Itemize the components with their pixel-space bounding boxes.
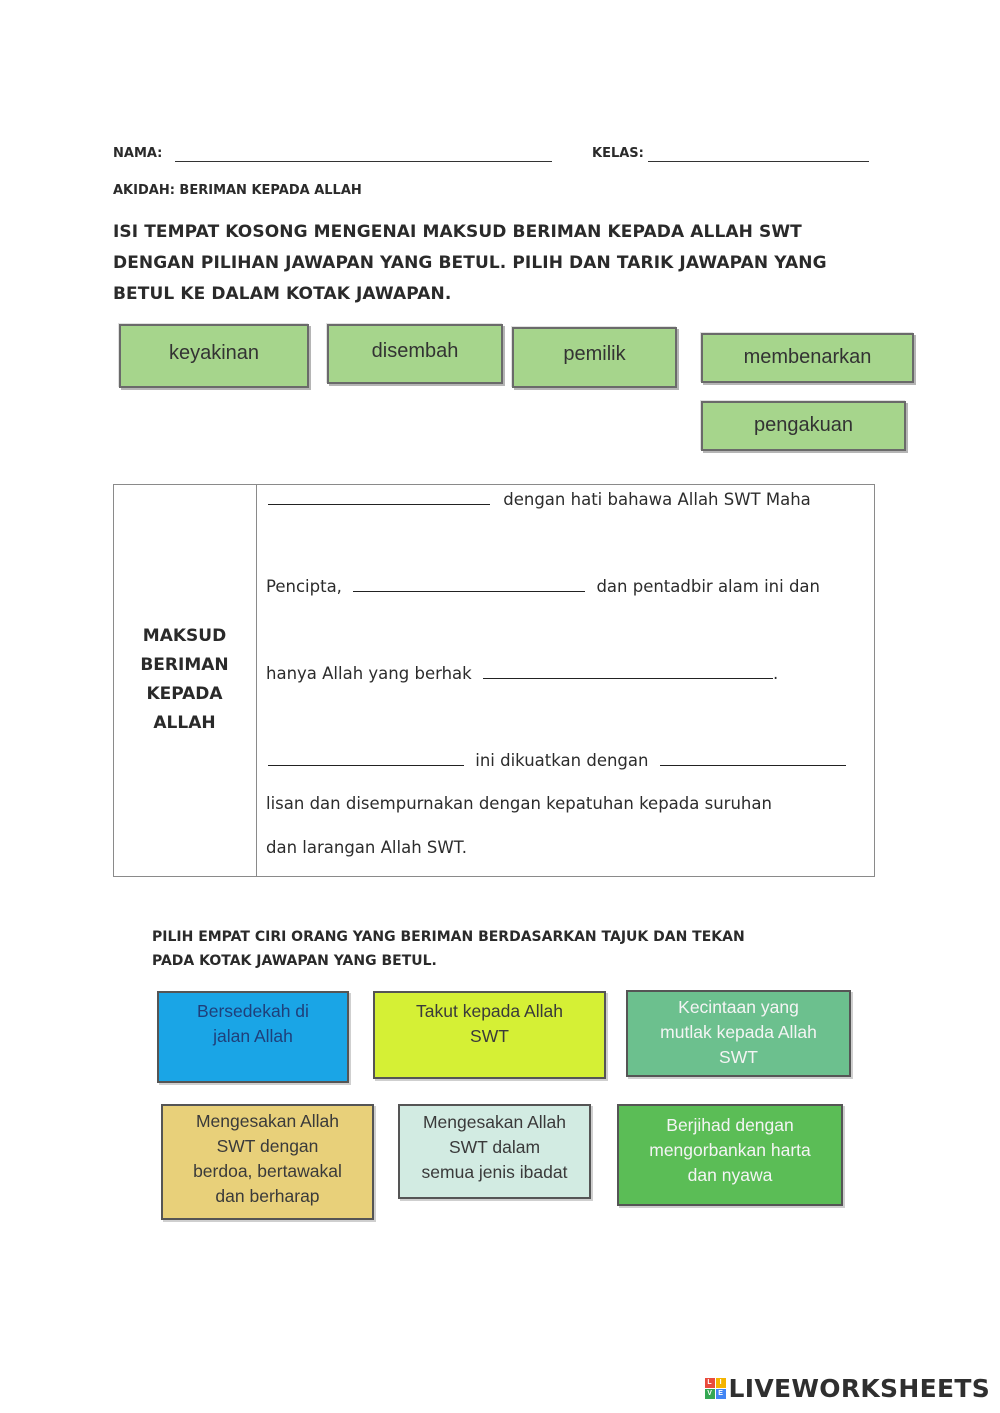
option-line: mutlak kepada Allah (660, 1022, 817, 1042)
answer-chip-pengakuan[interactable]: pengakuan (701, 401, 906, 451)
option-line: jalan Allah (213, 1026, 293, 1046)
option-line: dan nyawa (687, 1165, 773, 1185)
option-box-2[interactable] (373, 991, 606, 1079)
option-line: SWT dengan (216, 1136, 319, 1156)
instruction-1-line: BETUL KE DALAM KOTAK JAWAPAN. (113, 284, 452, 304)
option-line: Kecintaan yang (678, 997, 799, 1017)
name-label: NAMA: (113, 146, 163, 161)
instruction-2 (152, 925, 912, 973)
blank-2[interactable] (353, 577, 585, 592)
logo-letter: I (716, 1378, 726, 1388)
answer-chip-disembah[interactable]: disembah (327, 324, 503, 384)
option-box-5[interactable] (398, 1104, 591, 1199)
option-line: Berjihad dengan (666, 1115, 794, 1135)
liveworksheets-logo (705, 1374, 990, 1403)
option-text (193, 1109, 342, 1209)
option-line: SWT (470, 1026, 509, 1046)
name-line[interactable] (175, 161, 552, 162)
line-2-text-a: Pencipta, (266, 577, 342, 596)
option-line: Bersedekah di (197, 1001, 309, 1021)
answer-chip-pemilik[interactable]: pemilik (512, 327, 677, 388)
left-heading-line: ALLAH (153, 713, 216, 733)
option-line: SWT (719, 1047, 758, 1067)
logo-letter: E (716, 1389, 726, 1399)
option-box-3[interactable] (626, 990, 851, 1077)
table-line-4 (268, 751, 846, 770)
option-line: SWT dalam (448, 1137, 541, 1157)
option-line: Mengesakan Allah (195, 1111, 339, 1131)
instruction-1-line: DENGAN PILIHAN JAWAPAN YANG BETUL. PILIH DAN TARIK JAWAPAN YANG (113, 253, 827, 273)
option-text (416, 999, 563, 1049)
option-box-1[interactable] (157, 991, 349, 1083)
logo-text: LIVEWORKSHEETS (728, 1374, 990, 1403)
option-box-4[interactable] (161, 1104, 374, 1220)
option-line: Takut kepada Allah (416, 1001, 563, 1021)
blank-4[interactable] (268, 751, 464, 766)
table-left-heading (113, 622, 256, 738)
table-line-2 (266, 577, 820, 596)
instruction-2-line: PADA KOTAK JAWAPAN YANG BETUL. (152, 953, 437, 969)
option-line: dan berharap (215, 1186, 320, 1206)
answer-chip-keyakinan[interactable]: keyakinan (119, 324, 309, 388)
table-line-5: lisan dan disempurnakan dengan kepatuhan kepada suruhan (266, 794, 772, 813)
option-line: semua jenis ibadat (421, 1162, 568, 1182)
line-3-text-b: . (772, 664, 779, 683)
class-line[interactable] (648, 161, 869, 162)
option-text (649, 1113, 811, 1188)
left-heading-line: KEPADA (146, 684, 223, 704)
option-text (660, 995, 817, 1070)
option-text (197, 999, 309, 1049)
blank-5[interactable] (660, 751, 846, 766)
table-line-3 (266, 664, 778, 683)
instruction-1 (113, 217, 913, 310)
table-line-6: dan larangan Allah SWT. (266, 838, 468, 857)
left-heading-line: BERIMAN (140, 655, 229, 675)
answer-chip-membenarkan[interactable]: membenarkan (701, 333, 914, 383)
class-label: KELAS: (592, 146, 644, 161)
option-line: mengorbankan harta (649, 1140, 811, 1160)
line-2-text-b: dan pentadbir alam ini dan (596, 577, 820, 596)
logo-mark-icon (705, 1378, 726, 1399)
left-heading-line: MAKSUD (142, 626, 227, 646)
instruction-1-line: ISI TEMPAT KOSONG MENGENAI MAKSUD BERIMAN KEPADA ALLAH SWT (113, 222, 802, 242)
instruction-2-line: PILIH EMPAT CIRI ORANG YANG BERIMAN BERDASARKAN TAJUK DAN TEKAN (152, 929, 745, 945)
option-line: Mengesakan Allah (422, 1112, 566, 1132)
line-3-text-a: hanya Allah yang berhak (266, 664, 472, 683)
logo-letter: L (705, 1378, 715, 1388)
line-1-text: dengan hati bahawa Allah SWT Maha (503, 490, 811, 509)
option-line: berdoa, bertawakal (193, 1161, 342, 1181)
subject-title: AKIDAH: BERIMAN KEPADA ALLAH (113, 183, 362, 198)
line-4-text: ini dikuatkan dengan (475, 751, 649, 770)
table-divider (256, 484, 257, 877)
logo-letter: V (705, 1389, 715, 1399)
blank-3[interactable] (483, 664, 773, 679)
table-line-1 (268, 490, 811, 509)
option-box-6[interactable] (617, 1104, 843, 1206)
option-text (422, 1110, 568, 1185)
blank-1[interactable] (268, 490, 490, 505)
